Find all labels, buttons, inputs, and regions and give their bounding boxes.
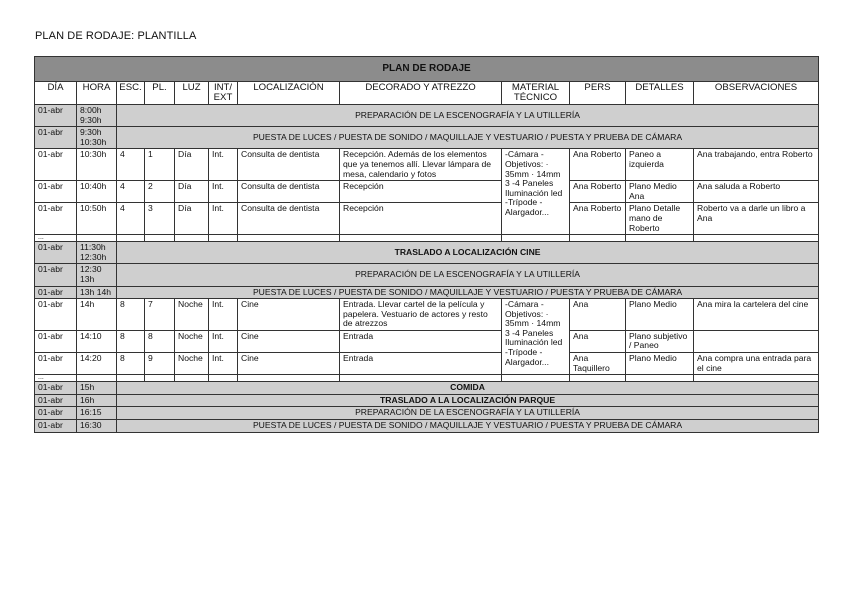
- band-text: PUESTA DE LUCES / PUESTA DE SONIDO / MAQUILLAJE Y VESTUARIO / PUESTA Y PRUEBA DE CÁMARA: [117, 286, 819, 299]
- cell-detalles: Plano Medio: [626, 353, 694, 375]
- table-row: [35, 149, 819, 181]
- band-hora: 16:30: [77, 420, 117, 433]
- cell-luz: Noche: [175, 330, 209, 352]
- cell-esc: 4: [117, 203, 145, 235]
- ellipsis-row: [35, 375, 819, 382]
- col-hora: HORA: [77, 82, 117, 105]
- cell-pers: Ana: [570, 299, 626, 331]
- cell-pl: 3: [145, 203, 175, 235]
- table-title: PLAN DE RODAJE: [35, 57, 819, 82]
- col-decorado: DECORADO Y ATREZZO: [340, 82, 502, 105]
- band-hora: 12:30 13h: [77, 264, 117, 286]
- band-text: PUESTA DE LUCES / PUESTA DE SONIDO / MAQUILLAJE Y VESTUARIO / PUESTA Y PRUEBA DE CÁMARA: [117, 127, 819, 149]
- col-observaciones: OBSERVACIONES: [694, 82, 819, 105]
- table-row: [35, 181, 819, 203]
- band-dia: 01-abr: [35, 242, 77, 264]
- cell-luz: Noche: [175, 299, 209, 331]
- band-row: [35, 286, 819, 299]
- band-text: PREPARACIÓN DE LA ESCENOGRAFÍA Y LA UTILLERÍA: [117, 407, 819, 420]
- cell-detalles: Plano Medio Ana: [626, 181, 694, 203]
- cell-esc: 8: [117, 330, 145, 352]
- cell-pers: Ana Roberto: [570, 203, 626, 235]
- band-dia: 01-abr: [35, 105, 77, 127]
- cell-int: Int.: [209, 149, 238, 181]
- cell-dia: 01-abr: [35, 149, 77, 181]
- cell-pers: Ana: [570, 330, 626, 352]
- cell-hora: 10:50h: [77, 203, 117, 235]
- col-material: MATERIAL TÉCNICO: [502, 82, 570, 105]
- ellipsis: ...: [35, 235, 77, 242]
- cell-int: Int.: [209, 203, 238, 235]
- ellipsis: ...: [35, 375, 77, 382]
- cell-detalles: Paneo a izquierda: [626, 149, 694, 181]
- cell-dia: 01-abr: [35, 330, 77, 352]
- band-dia: 01-abr: [35, 407, 77, 420]
- cell-decorado: Entrada. Llevar cartel de la película y papelera. Vestuario de actores y resto de atrezzos: [340, 299, 502, 331]
- cell-pl: 9: [145, 353, 175, 375]
- cell-decorado: Recepción. Además de los elementos que ya tenemos allí. Llevar lámpara de mesa, calendario y fotos: [340, 149, 502, 181]
- band-row: [35, 105, 819, 127]
- cell-int: Int.: [209, 299, 238, 331]
- cell-localizacion: Consulta de dentista: [238, 203, 340, 235]
- band-hora: 16:15: [77, 407, 117, 420]
- cell-luz: Noche: [175, 353, 209, 375]
- col-pers: PERS: [570, 82, 626, 105]
- band-row: [35, 382, 819, 395]
- cell-pl: 8: [145, 330, 175, 352]
- cell-int: Int.: [209, 330, 238, 352]
- cell-dia: 01-abr: [35, 181, 77, 203]
- cell-detalles: Plano subjetivo / Paneo: [626, 330, 694, 352]
- cell-int: Int.: [209, 181, 238, 203]
- table-row: [35, 353, 819, 375]
- shooting-plan-table: [34, 56, 819, 433]
- band-text: PUESTA DE LUCES / PUESTA DE SONIDO / MAQUILLAJE Y VESTUARIO / PUESTA Y PRUEBA DE CÁMARA: [117, 420, 819, 433]
- band-text: PREPARACIÓN DE LA ESCENOGRAFÍA Y LA UTILLERÍA: [117, 264, 819, 286]
- cell-esc: 4: [117, 181, 145, 203]
- band-hora: 8:00h 9:30h: [77, 105, 117, 127]
- cell-luz: Día: [175, 181, 209, 203]
- cell-decorado: Entrada: [340, 330, 502, 352]
- cell-dia: 01-abr: [35, 203, 77, 235]
- cell-int: Int.: [209, 353, 238, 375]
- col-detalles: DETALLES: [626, 82, 694, 105]
- band-dia: 01-abr: [35, 382, 77, 395]
- cell-decorado: Entrada: [340, 353, 502, 375]
- cell-pers: Ana Taquillero: [570, 353, 626, 375]
- cell-observaciones: [694, 330, 819, 352]
- cell-esc: 4: [117, 149, 145, 181]
- band-hora: 16h: [77, 394, 117, 407]
- col-localizacion: LOCALIZACIÓN: [238, 82, 340, 105]
- cell-decorado: Recepción: [340, 181, 502, 203]
- cell-localizacion: Cine: [238, 353, 340, 375]
- cell-hora: 14:10: [77, 330, 117, 352]
- band-row: [35, 394, 819, 407]
- col-int-ext: INT/ EXT: [209, 82, 238, 105]
- band-row: [35, 127, 819, 149]
- cell-hora: 14h: [77, 299, 117, 331]
- band-text: PREPARACIÓN DE LA ESCENOGRAFÍA Y LA UTILLERÍA: [117, 105, 819, 127]
- cell-observaciones: Ana trabajando, entra Roberto: [694, 149, 819, 181]
- cell-observaciones: Ana mira la cartelera del cine: [694, 299, 819, 331]
- cell-esc: 8: [117, 353, 145, 375]
- cell-localizacion: Consulta de dentista: [238, 149, 340, 181]
- cell-dia: 01-abr: [35, 299, 77, 331]
- cell-pl: 7: [145, 299, 175, 331]
- cell-material: -Cámara -Objetivos: · 35mm · 14mm 3 -4 Paneles Iluminación led -Trípode - Alargador...: [502, 149, 570, 235]
- cell-localizacion: Cine: [238, 330, 340, 352]
- band-hora: 13h 14h: [77, 286, 117, 299]
- cell-luz: Día: [175, 203, 209, 235]
- col-esc: ESC.: [117, 82, 145, 105]
- table-row: [35, 330, 819, 352]
- cell-hora: 10:30h: [77, 149, 117, 181]
- cell-pl: 1: [145, 149, 175, 181]
- band-dia: 01-abr: [35, 264, 77, 286]
- table-row: [35, 203, 819, 235]
- band-dia: 01-abr: [35, 127, 77, 149]
- band-text: COMIDA: [117, 382, 819, 395]
- document-title: PLAN DE RODAJE: PLANTILLA: [35, 30, 197, 42]
- band-dia: 01-abr: [35, 286, 77, 299]
- cell-pers: Ana Roberto: [570, 149, 626, 181]
- cell-hora: 14:20: [77, 353, 117, 375]
- table-row: [35, 299, 819, 331]
- col-dia: DÍA: [35, 82, 77, 105]
- cell-detalles: Plano Medio: [626, 299, 694, 331]
- band-row: [35, 242, 819, 264]
- cell-esc: 8: [117, 299, 145, 331]
- cell-hora: 10:40h: [77, 181, 117, 203]
- band-hora: 15h: [77, 382, 117, 395]
- col-luz: LUZ: [175, 82, 209, 105]
- cell-localizacion: Cine: [238, 299, 340, 331]
- cell-pl: 2: [145, 181, 175, 203]
- band-row: [35, 420, 819, 433]
- band-text: TRASLADO A LA LOCALIZACIÓN PARQUE: [117, 394, 819, 407]
- cell-observaciones: Ana saluda a Roberto: [694, 181, 819, 203]
- cell-luz: Día: [175, 149, 209, 181]
- band-dia: 01-abr: [35, 394, 77, 407]
- ellipsis-row: [35, 235, 819, 242]
- cell-decorado: Recepción: [340, 203, 502, 235]
- band-row: [35, 407, 819, 420]
- band-hora: 9:30h 10:30h: [77, 127, 117, 149]
- cell-detalles: Plano Detalle mano de Roberto: [626, 203, 694, 235]
- cell-pers: Ana Roberto: [570, 181, 626, 203]
- cell-dia: 01-abr: [35, 353, 77, 375]
- cell-material: -Cámara -Objetivos: · 35mm · 14mm 3 -4 Paneles Iluminación led -Trípode - Alargador...: [502, 299, 570, 375]
- band-text: TRASLADO A LOCALIZACIÓN CINE: [117, 242, 819, 264]
- band-hora: 11:30h 12:30h: [77, 242, 117, 264]
- cell-localizacion: Consulta de dentista: [238, 181, 340, 203]
- cell-observaciones: Roberto va a darle un libro a Ana: [694, 203, 819, 235]
- col-pl: PL.: [145, 82, 175, 105]
- band-row: [35, 264, 819, 286]
- band-dia: 01-abr: [35, 420, 77, 433]
- cell-observaciones: Ana compra una entrada para el cine: [694, 353, 819, 375]
